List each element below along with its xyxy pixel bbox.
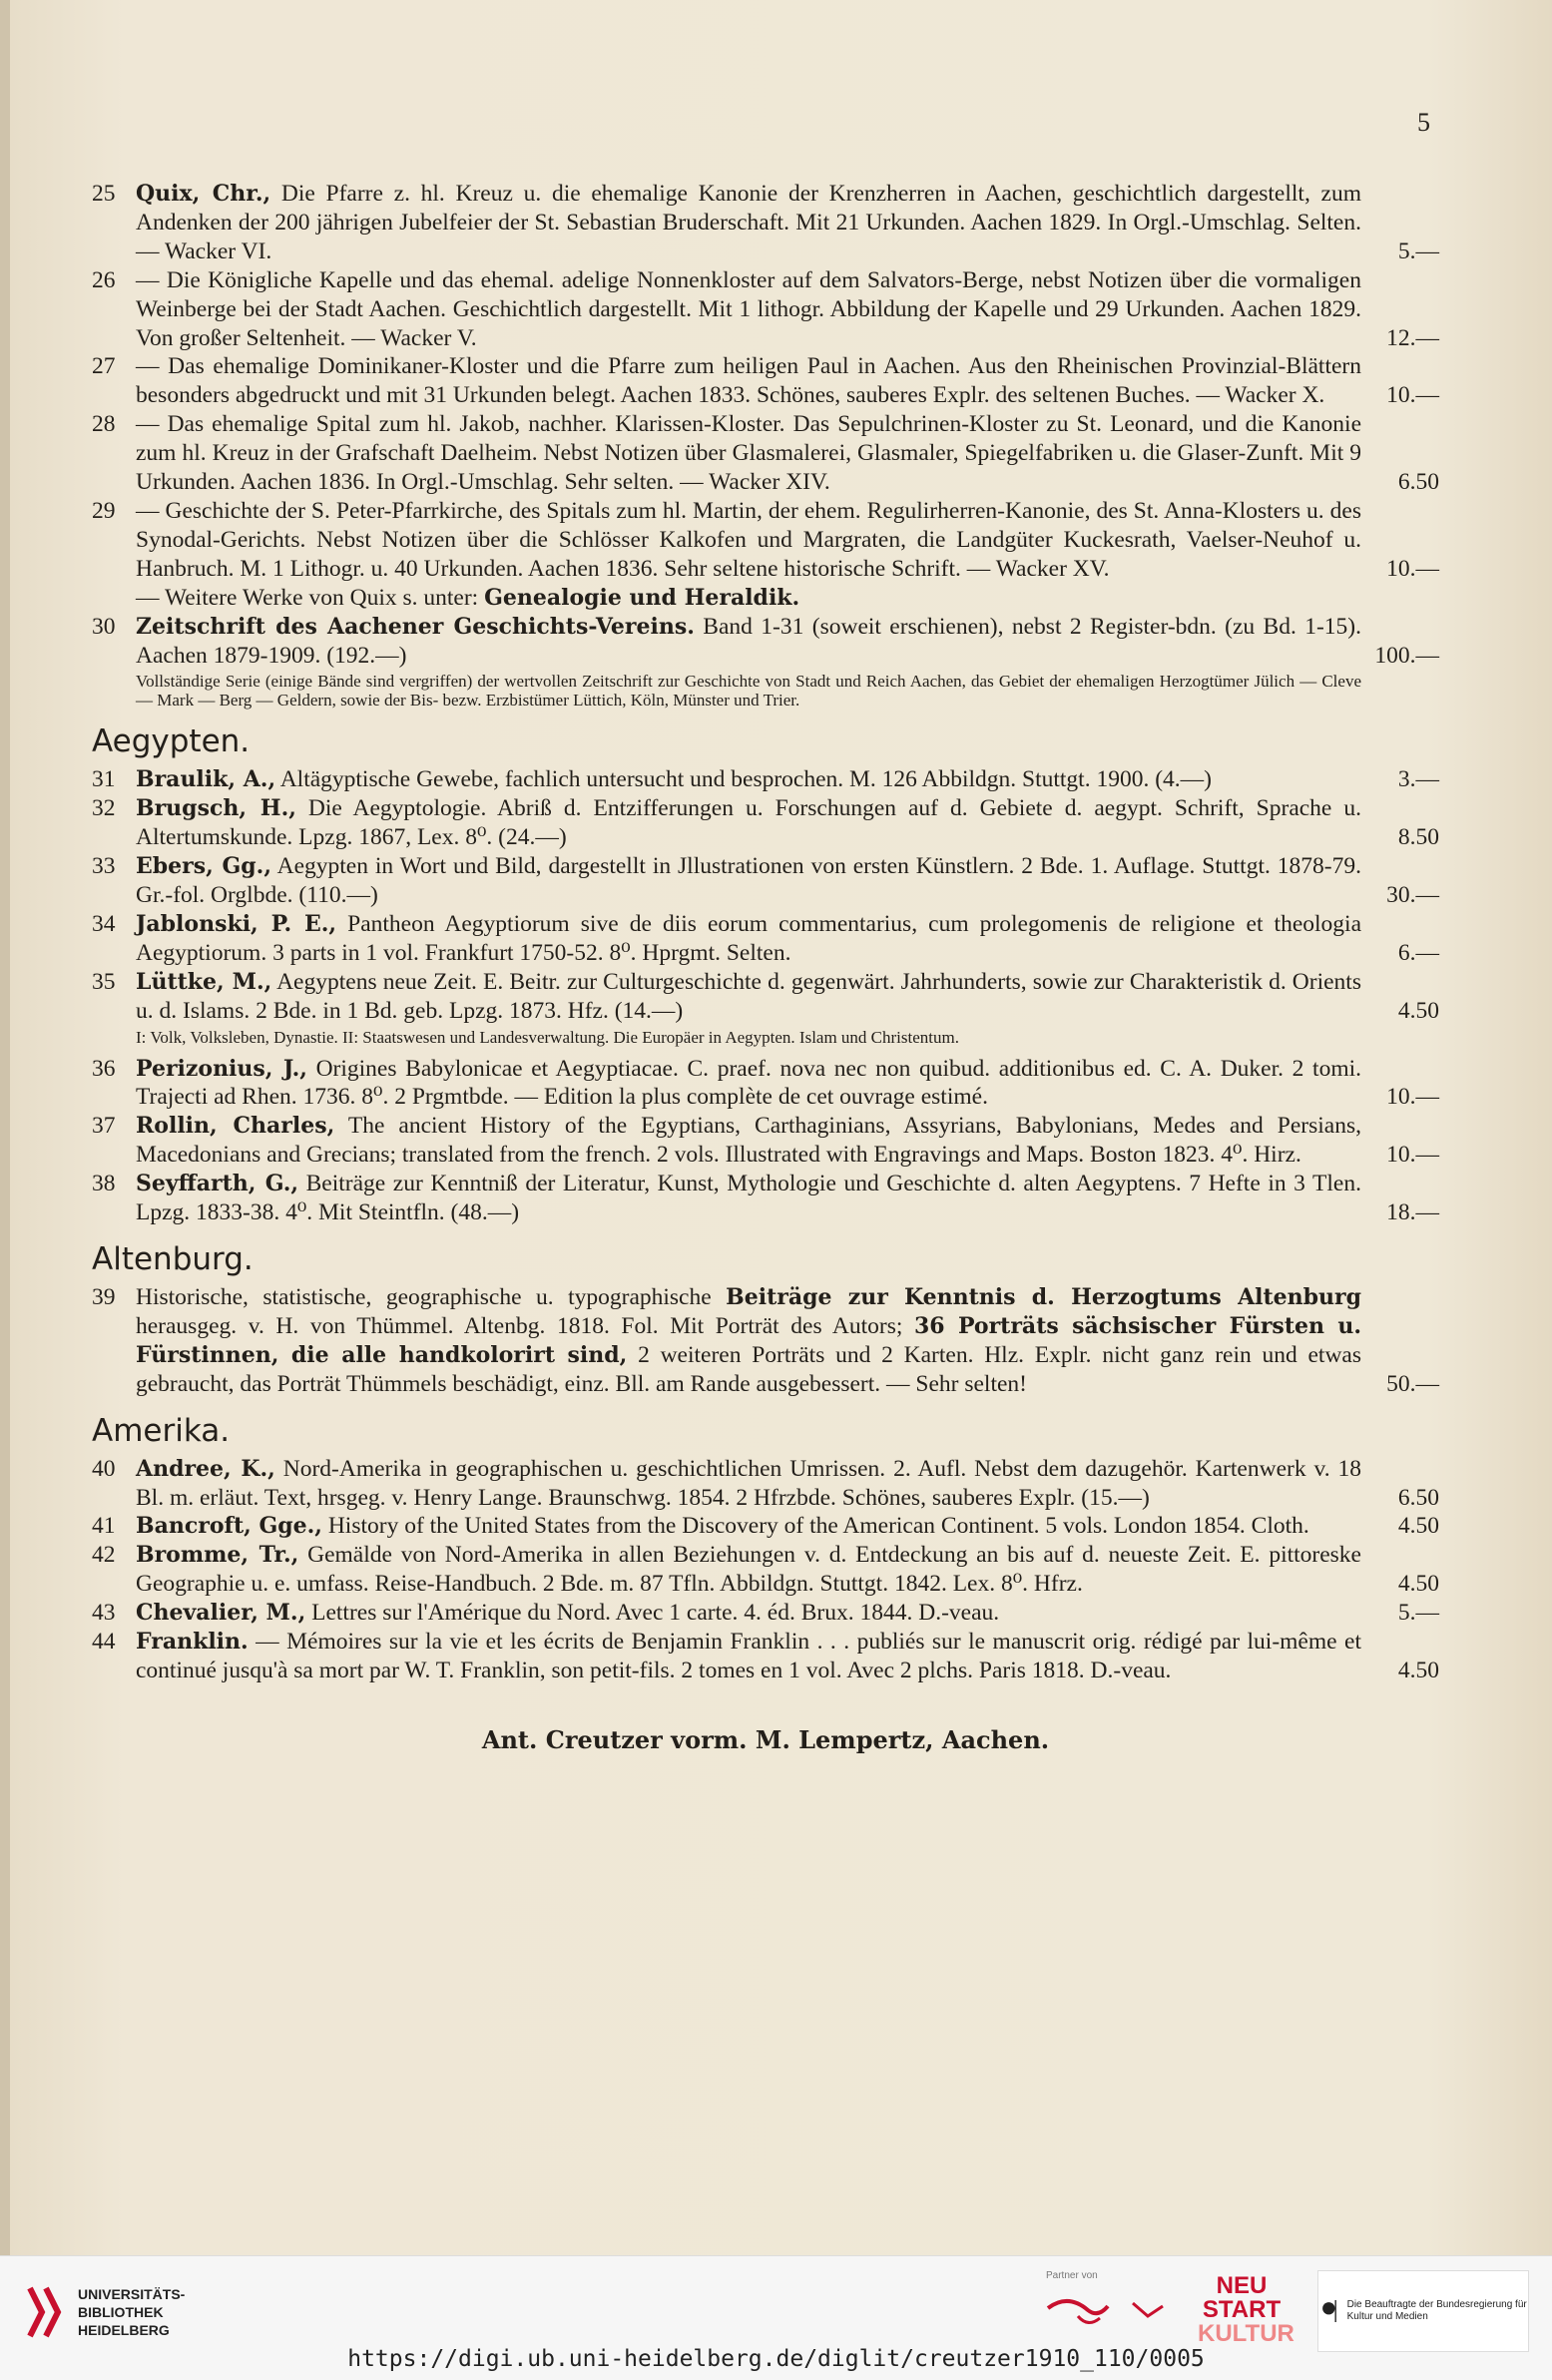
- entry-text: Altägyptische Gewebe, fachlich untersucht und besprochen. M. 126 Abbildgn. Stuttgt. 1900. (4.—): [275, 766, 1212, 793]
- entry-price: 18.—: [1386, 1199, 1439, 1226]
- catalog-entry: [92, 794, 1439, 852]
- firm-footer: Ant. Creutzer vorm. M. Lempertz, Aachen.: [481, 1724, 1050, 1754]
- university-library-logo[interactable]: [22, 2284, 185, 2340]
- page-spine: [0, 0, 10, 2255]
- entry-head: Chevalier, M.,: [136, 1600, 306, 1627]
- entry-head: Ebers, Gg.,: [136, 853, 271, 880]
- entry-number: 36: [92, 1055, 116, 1082]
- entry-price: 5.—: [1397, 238, 1439, 264]
- entry-head: Lüttke, M.,: [136, 968, 272, 995]
- entry-head: Franklin.: [136, 1629, 249, 1656]
- entry-price: 50.—: [1386, 1370, 1439, 1397]
- catalog-entry: [92, 1628, 1439, 1685]
- entry-price: 4.50: [1397, 1657, 1439, 1683]
- entry-price: 6.—: [1397, 939, 1439, 966]
- neustart-word2: START: [1202, 2296, 1282, 2323]
- see-also-line: [92, 584, 1439, 613]
- neustart-word3: KULTUR: [1198, 2320, 1294, 2347]
- entry-head: Quix, Chr.,: [136, 181, 271, 207]
- entry-number: 31: [92, 766, 116, 793]
- entry-price: 3.—: [1397, 766, 1439, 793]
- entry-text: 2 weiteren Porträts und 2 Karten. Hlz. Explr. nicht ganz rein und etwas gebraucht, das Porträt Thümmels beschädigt, einz. Bll. am Rande ausgebessert. — Sehr selten!: [136, 1341, 1362, 1397]
- catalog-content: [92, 180, 1439, 1754]
- entry-number: 44: [92, 1629, 116, 1656]
- entry-text: — Die Königliche Kapelle und das ehemal. adelige Nonnenkloster auf dem Salvators-Berge, nebst Notizen über die vormaligen Weinberge bei der Stadt Aachen. Geschichtlich dargestellt. Mit 1 lithogr. Abbildung der Kapelle und 29 Urkunden. Aachen 1829. Von großer Seltenheit. — Wacker V.: [136, 266, 1361, 351]
- entry-text: Die Pfarre z. hl. Kreuz u. die ehemalige Kanonie der Krenzherren in Aachen, geschichtlich dargestellt, zum Andenken der 200 jährigen Jubelfeier der St. Sebastian Bruderschaft. Mit 21 Urkunden. Aachen 1829. In Orgl.-Umschlag. Selten. — Wacker VI.: [136, 181, 1361, 264]
- entry-number: 37: [92, 1113, 116, 1140]
- entry-price: 4.50: [1397, 1571, 1439, 1598]
- entry-text: Die Aegyptologie. Abriß d. Entzifferungen u. Forschungen auf d. Gebiete d. aegypt. Schrift, Sprache u. Altertumskunde. Lpzg. 1867, Lex. 8⁰. (24.—): [136, 795, 1361, 851]
- entry-price: 30.—: [1386, 882, 1439, 909]
- entry-price: 6.50: [1397, 1484, 1439, 1511]
- entry-head: Brugsch, H.,: [136, 795, 296, 822]
- entry-number: 38: [92, 1171, 116, 1197]
- partner-label: Partner von: [1046, 2270, 1098, 2281]
- see-also-text: — Weitere Werke von Quix s. unter:: [136, 584, 479, 611]
- entry-head: Braulik, A.,: [136, 766, 276, 793]
- entry-price: 8.50: [1397, 824, 1439, 851]
- catalog-entry: [92, 1170, 1439, 1227]
- entry-note: I: Volk, Volksleben, Dynastie. II: Staatswesen und Landesverwaltung. Die Europäer in Aegypten. Islam und Christentum.: [136, 1027, 959, 1047]
- federal-eagle-icon: [1318, 2291, 1339, 2331]
- section-heading-aegypten: Aegypten.: [92, 723, 251, 760]
- entry-number: 25: [92, 181, 116, 207]
- entry-number: 28: [92, 411, 116, 438]
- entry-head: Bromme, Tr.,: [136, 1542, 299, 1569]
- partner-bird-logo-icon[interactable]: [1038, 2288, 1178, 2338]
- entry-head: Rollin, Charles,: [136, 1113, 335, 1140]
- catalog-entry: [92, 1599, 1439, 1628]
- library-footer-bar: [0, 2255, 1552, 2380]
- entry-number: 29: [92, 497, 116, 524]
- entry-text: Pantheon Aegyptiorum sive de diis eorum commentarius, cum prolegomenis de religione et theologia Aegyptiorum. 3 parts in 1 vol. Frankfurt 1750-52. 8⁰. Hprgmt. Selten.: [136, 910, 1361, 966]
- entry-bold-title: Beiträge zur Kenntnis d. Herzogtums Altenburg: [726, 1284, 1361, 1310]
- catalog-entry: [92, 765, 1439, 794]
- entry-number: 41: [92, 1513, 116, 1540]
- entry-number: 30: [92, 613, 116, 640]
- catalog-entry: [92, 1541, 1439, 1599]
- entry-bold-note: 36 Porträts sächsischer Fürsten u. Fürstinnen, die alle handkolorirt sind,: [136, 1312, 1361, 1368]
- entry-price: 10.—: [1386, 555, 1439, 582]
- entry-price: 12.—: [1386, 324, 1439, 351]
- entry-head: Jablonski, P. E.,: [136, 910, 337, 937]
- entries-quix: [92, 180, 1439, 584]
- entry-price: 4.50: [1397, 997, 1439, 1024]
- entry-price: 10.—: [1386, 1142, 1439, 1169]
- catalog-entry: [92, 410, 1439, 497]
- entry-price: 10.—: [1386, 382, 1439, 409]
- catalog-entry: [92, 1512, 1439, 1541]
- entry-text: Aegypten in Wort und Bild, dargestellt in Jllustrationen von ersten Künstlern. 2 Bde. 1. Auflage. Stuttgt. 1878-79. Gr.-fol. Orglbde. (110.—): [136, 853, 1361, 909]
- source-url[interactable]: https://digi.ub.uni-heidelberg.de/diglit/creutzer1910_110/0005: [347, 2346, 1205, 2372]
- catalog-entry: [92, 266, 1439, 353]
- entries-aegypten: [92, 765, 1439, 1227]
- entry-price: 6.50: [1397, 469, 1439, 496]
- catalog-entry: [92, 852, 1439, 910]
- entry-head: Zeitschrift des Aachener Geschichts-Vereins.: [136, 613, 695, 640]
- entry-text: Beiträge zur Kenntniß der Literatur, Kunst, Mythologie und Geschichte d. alten Aegyptens. 7 Hefte in 3 Tlen. Lpzg. 1833-38. 4⁰. Mit Steintfln. (48.—): [136, 1171, 1361, 1226]
- entry-text: Aegyptens neue Zeit. E. Beitr. zur Culturgeschichte d. gegenwärt. Jahrhunderts, sowie zur Charakteristik d. Orients u. d. Islams. 2 Bde. in 1 Bd. geb. Lpzg. 1873. Hfz. (14.—): [136, 968, 1361, 1024]
- entry-head: Bancroft, Gge.,: [136, 1513, 322, 1540]
- entry-number: 43: [92, 1600, 116, 1627]
- entry-number: 27: [92, 353, 116, 380]
- neustart-word1: NEU: [1216, 2272, 1268, 2299]
- catalog-entry: [92, 910, 1439, 968]
- page-number: 5: [1417, 108, 1430, 137]
- entries-amerika: [92, 1455, 1439, 1685]
- entry-note: Vollständige Serie (einige Bände sind vergriffen) der wertvollen Zeitschrift zur Geschichte von Stadt und Reich Aachen, das Gebiet der ehemaligen Herzogtümer Jülich — Cleve — Mark — Berg — Geldern, sowie der Bis- bezw. Erzbistümer Lüttich, Köln, Münster und Trier.: [136, 672, 1361, 711]
- catalog-entry: [92, 968, 1439, 1026]
- entry-number: 32: [92, 795, 116, 822]
- entry-text: — Mémoires sur la vie et les écrits de Benjamin Franklin . . . publiés sur le manuscrit orig. rédigé par lui-même et continué jusqu'à sa mort par W. T. Franklin, son petit-fils. 2 tomes en 1 vol. Avec 2 plchs. Paris 1818. D.-veau.: [136, 1629, 1361, 1683]
- entry-head: Perizonius, J.,: [136, 1055, 307, 1082]
- entry-text: herausgeg. v. H. von Thümmel. Altenbg. 1818. Fol. Mit Porträt des Autors;: [136, 1312, 914, 1339]
- catalog-entry: [92, 180, 1439, 266]
- entry-number: 26: [92, 266, 116, 293]
- neustart-kultur-logo[interactable]: [1198, 2272, 1294, 2347]
- entry-number: 33: [92, 853, 116, 880]
- entry-text: Nord-Amerika in geographischen u. geschichtlichen Umrissen. 2. Aufl. Nebst dem dazugehör. Kartenwerk v. 18 Bl. m. erläut. Text, hrsgeg. v. Henry Lange. Braunschwg. 1854. 2 Hfrzbde. Schönes, sauberes Explr. (15.—): [136, 1455, 1361, 1511]
- entry-text: Band 1-31 (soweit erschienen), nebst 2 Register-bdn. (zu Bd. 1-15). Aachen 1879-1909. (192.—): [136, 613, 1362, 669]
- entry-head: Seyffarth, G.,: [136, 1171, 299, 1197]
- catalog-entry: [92, 1455, 1439, 1513]
- section-heading-amerika: Amerika.: [92, 1412, 231, 1449]
- entry-text: History of the United States from the Discovery of the American Continent. 5 vols. London 1854. Cloth.: [321, 1513, 1309, 1540]
- entry-price: 100.—: [1374, 642, 1439, 669]
- catalog-entry: [92, 1112, 1439, 1170]
- entry-number: 42: [92, 1542, 116, 1569]
- entry-head: Andree, K.,: [136, 1455, 275, 1482]
- entry-text: — Das ehemalige Spital zum hl. Jakob, nachher. Klarissen-Kloster. Das Sepulchrinen-Kloster zu St. Leonard, und die Kanonie zum hl. Kreuz in der Grafschaft Daelheim. Nebst Notizen über Glasmalerei, Glasmaler, Spiegelfabriken u. die Glaser-Zunft. Mit 9 Urkunden. Aachen 1836. In Orgl.-Umschlag. Sehr selten. — Wacker XIV.: [136, 411, 1361, 496]
- catalog-entry: [92, 1283, 1439, 1399]
- entry-price: 5.—: [1397, 1600, 1439, 1627]
- catalog-entry: [92, 352, 1439, 410]
- entry-number: 40: [92, 1455, 116, 1482]
- library-name-line2: BIBLIOTHEK: [78, 2304, 164, 2320]
- library-name-line1: UNIVERSITÄTS-: [78, 2286, 186, 2302]
- library-emblem-icon: [22, 2284, 62, 2340]
- federal-culture-text: Die Beauftragte der Bundesregierung für Kultur und Medien: [1346, 2299, 1527, 2322]
- entry-price: 10.—: [1386, 1084, 1439, 1111]
- entry-text: — Geschichte der S. Peter-Pfarrkirche, des Spitals zum hl. Martin, der ehem. Regulirherren-Kanonie, des St. Anna-Klosters u. des Synodal-Gerichts. Nebst Notizen über die Schlösser Kalkofen und Margraten, die Landgüter Kuckesrath, Vaelser-Neuhof u. Hanbruch. M. 1 Lithogr. u. 40 Urkunden. Aachen 1836. Sehr seltene historische Schrift. — Wacker XV.: [136, 497, 1361, 582]
- entry-text: — Das ehemalige Dominikaner-Kloster und die Pfarre zum heiligen Paul in Aachen. Aus den Rheinischen Provinzial-Blättern besonders abgedruckt und mit 31 Urkunden belegt. Aachen 1833. Schönes, sauberes Explr. des seltenen Buches. — Wacker X.: [136, 353, 1361, 409]
- see-also-link: Genealogie und Heraldik.: [484, 584, 800, 611]
- entry-number: 34: [92, 910, 116, 937]
- entry-text: The ancient History of the Egyptians, Carthaginians, Assyrians, Babylonians, Medes and Persians, Macedonians and Grecians; translated from the french. 2 vols. Illustrated with Engravings and Maps. Boston 1823. 4⁰. Hirz.: [136, 1113, 1361, 1169]
- catalog-entry: [92, 613, 1439, 671]
- library-name-line3: HEIDELBERG: [78, 2322, 170, 2338]
- catalog-entry: [92, 497, 1439, 584]
- entry-number: 39: [92, 1284, 116, 1310]
- entry-text: Gemälde von Nord-Amerika in allen Beziehungen v. d. Entdeckung an bis auf d. neueste Zeit. E. pittoreske Geographie u. e. umfass. Reise-Handbuch. 2 Bde. m. 87 Tfln. Abbildgn. Stuttgt. 1842. Lex. 8⁰. Hfrz.: [136, 1542, 1361, 1598]
- entry-number: 35: [92, 968, 116, 995]
- section-heading-altenburg: Altenburg.: [92, 1241, 254, 1277]
- entry-text: Origines Babylonicae et Aegyptiacae. C. praef. nova nec non quibud. additionibus ed. C. A. Duker. 2 tomi. Trajecti ad Rhen. 1736. 8⁰. 2 Prgmtbde. — Edition la plus complète de cet ouvrage estimé.: [136, 1055, 1361, 1111]
- entry-text: Lettres sur l'Amérique du Nord. Avec 1 carte. 4. éd. Brux. 1844. D.-veau.: [305, 1600, 1000, 1627]
- federal-culture-logo[interactable]: [1317, 2270, 1529, 2352]
- entry-price: 4.50: [1397, 1513, 1439, 1540]
- catalog-entry: [92, 1055, 1439, 1113]
- entry-text: Historische, statistische, geographische u. typographische: [136, 1284, 727, 1310]
